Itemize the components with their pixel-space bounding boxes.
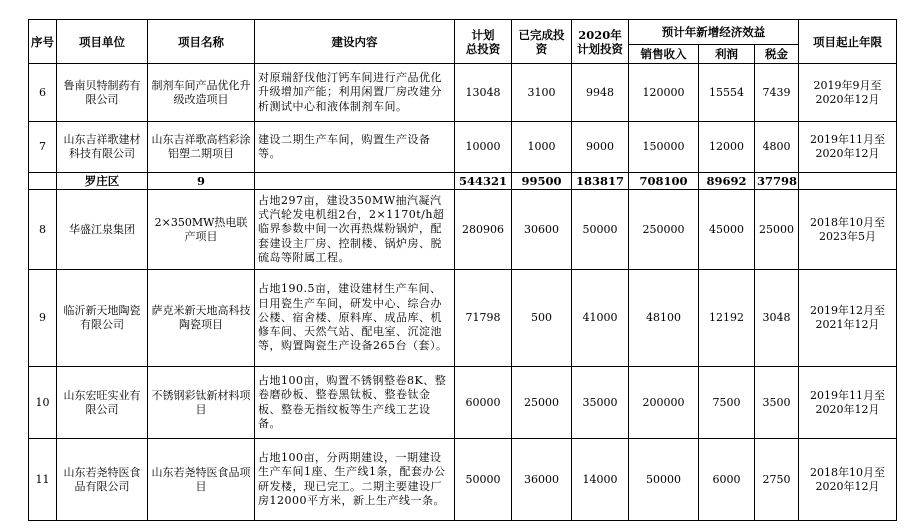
cell-tax: 3048: [755, 270, 799, 367]
cell-unit: 山东吉祥歌建材科技有限公司: [57, 122, 148, 173]
cell-seq: 8: [29, 190, 57, 270]
cell-tax: 4800: [755, 122, 799, 173]
cell-plan2020: 14000: [572, 439, 629, 521]
cell-done: 500: [512, 270, 572, 367]
cell-sales: 48100: [629, 270, 699, 367]
cell-profit: 12000: [699, 122, 755, 173]
cell-seq: 7: [29, 122, 57, 173]
cell-unit: 临沂新天地陶瓷有限公司: [57, 270, 148, 367]
cell-plan: 71798: [455, 270, 512, 367]
cell-name: 萨克米新天地高科技陶瓷项目: [148, 270, 255, 367]
table-row: [29, 270, 897, 367]
subtotal-plan2020: 183817: [572, 173, 629, 190]
cell-profit: 12192: [699, 270, 755, 367]
cell-unit: 华盛江泉集团: [57, 190, 148, 270]
header-tax: 税金: [755, 45, 799, 64]
cell-profit: 15554: [699, 64, 755, 122]
subtotal-seq: [29, 173, 57, 190]
cell-name: 山东若尧特医食品项目: [148, 439, 255, 521]
table-row: [29, 367, 897, 439]
table-row: [29, 190, 897, 270]
cell-tax: 7439: [755, 64, 799, 122]
cell-profit: 7500: [699, 367, 755, 439]
cell-done: 30600: [512, 190, 572, 270]
cell-seq: 10: [29, 367, 57, 439]
header-benefit: 预计年新增经济效益: [629, 20, 799, 45]
cell-name: 2×350MW热电联产项目: [148, 190, 255, 270]
subtotal-done: 99500: [512, 173, 572, 190]
cell-plan: 280906: [455, 190, 512, 270]
cell-plan2020: 9948: [572, 64, 629, 122]
cell-sales: 120000: [629, 64, 699, 122]
cell-content: 对原瑞舒伐他汀钙车间进行产品优化升级增加产能；利用闲置厂房改建分析测试中心和液体制剂车间。: [255, 64, 455, 122]
subtotal-count: 9: [148, 173, 255, 190]
subtotal-profit: 89692: [699, 173, 755, 190]
cell-period: 2019年11月至2020年12月: [799, 367, 897, 439]
cell-done: 25000: [512, 367, 572, 439]
subtotal-tax: 37798: [755, 173, 799, 190]
cell-done: 36000: [512, 439, 572, 521]
cell-content: 占地297亩，建设350MW抽汽凝汽式汽轮发电机组2台，2×1170t/h超临界参数中间一次再热煤粉锅炉，配套建设主厂房、控制楼、锅炉房、脱硫岛等附属工程。: [255, 190, 455, 270]
cell-plan: 13048: [455, 64, 512, 122]
cell-content: 建设二期生产车间，购置生产设备等。: [255, 122, 455, 173]
header-plan: 计划 总投资: [455, 20, 512, 64]
cell-period: 2019年12月至2021年12月: [799, 270, 897, 367]
cell-name: 山东吉祥歌高档彩涂铝塑二期项目: [148, 122, 255, 173]
header-plan2020: 2020年计划投资: [572, 20, 629, 64]
cell-unit: 山东若尧特医食品有限公司: [57, 439, 148, 521]
cell-profit: 45000: [699, 190, 755, 270]
cell-done: 3100: [512, 64, 572, 122]
header-profit: 利润: [699, 45, 755, 64]
table-row: [29, 64, 897, 122]
cell-plan: 10000: [455, 122, 512, 173]
cell-plan2020: 9000: [572, 122, 629, 173]
subtotal-content: [255, 173, 455, 190]
investment-table: [28, 19, 897, 521]
table-row: [29, 439, 897, 521]
cell-plan2020: 35000: [572, 367, 629, 439]
header-seq: 序号: [29, 20, 57, 64]
cell-profit: 6000: [699, 439, 755, 521]
cell-tax: 2750: [755, 439, 799, 521]
cell-seq: 6: [29, 64, 57, 122]
subtotal-district: 罗庄区: [57, 173, 148, 190]
table-row: [29, 122, 897, 173]
cell-name: 不锈钢彩钛新材料项目: [148, 367, 255, 439]
header-period: 项目起止年限: [799, 20, 897, 64]
cell-period: 2018年10月至2020年12月: [799, 439, 897, 521]
cell-plan2020: 50000: [572, 190, 629, 270]
cell-tax: 25000: [755, 190, 799, 270]
cell-done: 1000: [512, 122, 572, 173]
subtotal-plan: 544321: [455, 173, 512, 190]
cell-unit: 山东宏旺实业有限公司: [57, 367, 148, 439]
cell-period: 2018年10月至2023年5月: [799, 190, 897, 270]
cell-period: 2019年9月至2020年12月: [799, 64, 897, 122]
cell-plan: 60000: [455, 367, 512, 439]
subtotal-period: [799, 173, 897, 190]
cell-sales: 50000: [629, 439, 699, 521]
cell-period: 2019年11月至2020年12月: [799, 122, 897, 173]
cell-plan2020: 41000: [572, 270, 629, 367]
cell-sales: 200000: [629, 367, 699, 439]
subtotal-row: [29, 173, 897, 190]
cell-content: 占地190.5亩，建设建材生产车间、日用瓷生产车间，研发中心、综合办公楼、宿舍楼、原料库、成品库、机修车间、天然气站、配电室、沉淀池等，购置陶瓷生产设备265台（套）。: [255, 270, 455, 367]
header-content: 建设内容: [255, 20, 455, 64]
cell-content: 占地100亩，分两期建设，一期建设生产车间1座、生产线1条，配套办公研发楼，现已完工。二期主要建设厂房12000平方米，新上生产线一条。: [255, 439, 455, 521]
cell-name: 制剂车间产品优化升级改造项目: [148, 64, 255, 122]
cell-seq: 11: [29, 439, 57, 521]
header-name: 项目名称: [148, 20, 255, 64]
cell-sales: 150000: [629, 122, 699, 173]
header-sales: 销售收入: [629, 45, 699, 64]
header-done: 已完成投资: [512, 20, 572, 64]
cell-unit: 鲁南贝特制药有限公司: [57, 64, 148, 122]
header-unit: 项目单位: [57, 20, 148, 64]
subtotal-sales: 708100: [629, 173, 699, 190]
cell-sales: 250000: [629, 190, 699, 270]
cell-plan: 50000: [455, 439, 512, 521]
cell-content: 占地100亩，购置不锈钢整卷8K、整卷磨砂板、整卷黑钛板、整卷钛金板、整卷无指纹板等生产线工艺设备。: [255, 367, 455, 439]
cell-tax: 3500: [755, 367, 799, 439]
cell-seq: 9: [29, 270, 57, 367]
